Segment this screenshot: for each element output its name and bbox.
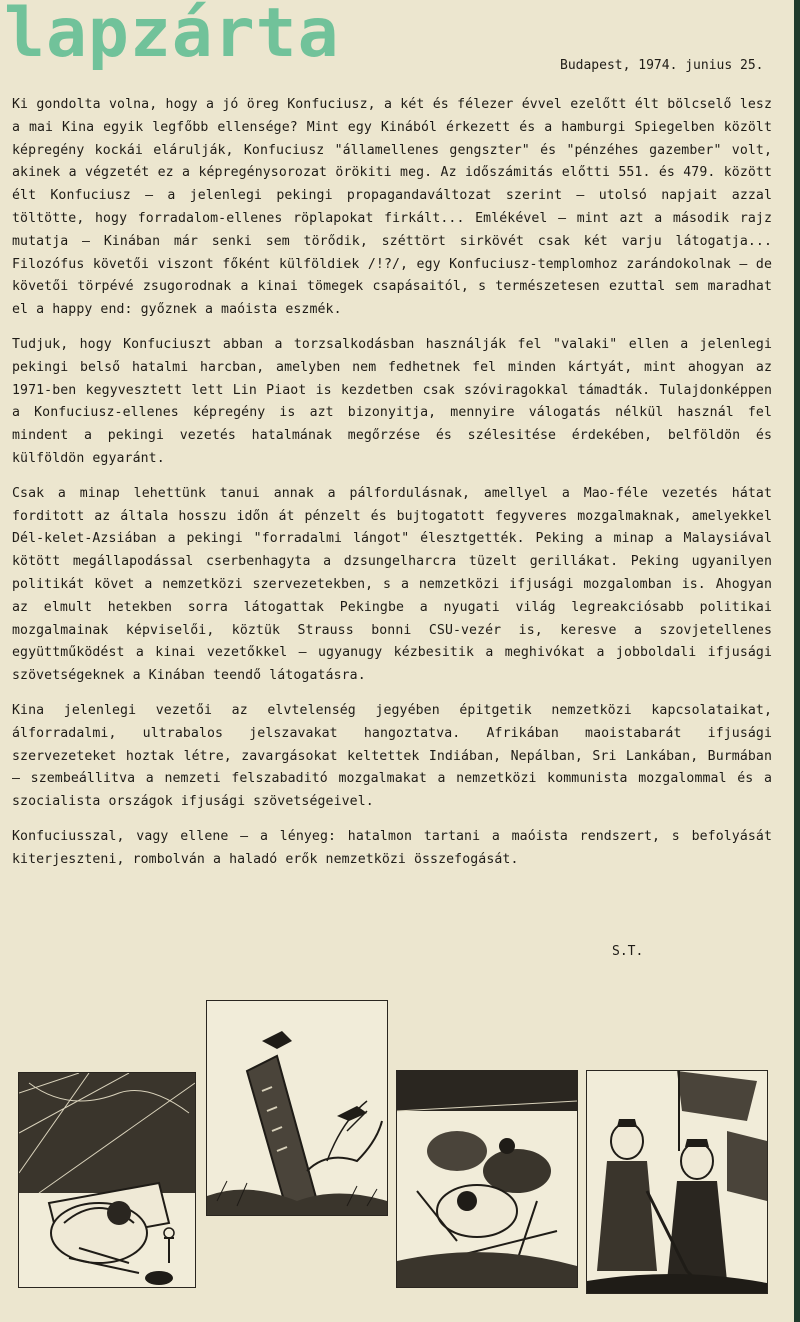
dateline: Budapest, 1974. junius 25. [560, 58, 764, 73]
gravestone-crows-drawing [206, 1000, 388, 1216]
article-paragraph: Ki gondolta volna, hogy a jó öreg Konfuciusz, a két és félezer évvel ezelőtt élt bölcselő lesz a mai Kina egyik legfőbb ellensége? Mint egy Kinából érkezett és a hamburgi Spiegelben közölt képregény kockái elárulják, Konfuciusz "államellenes gengszter" és "pénzéhes gazember" volt, akinek a végzetét ez a képregénysorozat örökiti meg. Az időszámitás előtti 551. és 479. között élt Konfuciusz – a jelenlegi pekingi propagandaváltozat szerint – utolsó napjait azzal töltötte, hogy forradalom-ellenes röplapokat firkált... Emlékével – mint azt a második rajz mutatja – Kinában már senki sem törődik, széttört sirkövét csak két varju látogatja... Filozófus követői viszont főként külföldiek /!?/, egy Konfuciusz-templomhoz zarándokolnak – de követői törpévé zsugorodnak a kinai tömegek csapásaitól, s természetesen ezuttal sem maradhat el a happy end: győznek a maóista eszmék. [12, 97, 772, 318]
victorious-masses-icon [587, 1071, 767, 1293]
page-edge [794, 0, 800, 1322]
broken-gravestone-icon [207, 1001, 387, 1215]
confucius-writing-icon [19, 1073, 195, 1287]
masthead-title: lapzárta [4, 0, 340, 73]
article-paragraph: Kina jelenlegi vezetői az elvtelenség jegyében épitgetik nemzetközi kapcsolataikat, álforradalmi, ultrabalos jelszavakat hangoztatva. Afrikában maoistabarát ifjusági szervezeteket hoztak létre, zavargásokat keltettek Indiában, Nepálban, Sri Lankában, Burmában – szembeállitva a nemzeti felszabaditó mozgalmakat a nemzetközi kommunista mozgalommal és a szocialista országok ifjusági szövetségeivel. [12, 702, 772, 810]
article-body [12, 94, 772, 884]
masses-drawing [586, 1070, 768, 1294]
followers-drawing [396, 1070, 578, 1288]
article-paragraph: Konfuciusszal, vagy ellene – a lényeg: hatalmon tartani a maóista rendszert, s befolyását kiterjeszteni, rombolván a haladó erők nemzetközi összefogását. [12, 828, 772, 867]
article-paragraph: Tudjuk, hogy Konfuciuszt abban a torzsalkodásban használják fel "valaki" ellen a jelenlegi pekingi belső hatalmi harcban, amelyben nem fedhetnek fel minden kártyát, mint ahogyan az 1971-ben kegyvesztett lett Lin Piaot is kezdetben csak szóviragokkal támadták. Tulajdonképpen a Konfuciusz-ellenes képregény is azt bizonyitja, mennyire válogatás nélkül használ fel mindent a pekingi vezetés hatalmának megőrzése és szélesitése érdekében, belföldön és külföldön egyaránt. [12, 336, 772, 466]
followers-temple-icon [397, 1071, 577, 1287]
article-paragraph: Csak a minap lehettünk tanui annak a pálfordulásnak, amellyel a Mao-féle vezetés hátat forditott az általa hosszu időn át pénzelt és bujtogatott fegyveres mozgalmaknak, amelyekkel Dél-kelet-Azsiában a pekingi "forradalmi lángot" élesztgették. Peking a minap a Malaysiával kötött megállapodással cserbenhagyta a dzsungelharcra tüzelt gerillákat. Peking ugyanilyen politikát követ a nemzetközi szervezetekben, s a nemzetközi ifjusági mozgalomban is. Ahogyan az elmult hetekben sorra látogattak Pekingbe a nyugati világ legreakciósabb politikai mozgalmainak képviselői, köztük Strauss bonni CSU-vezér is, keresve a szovjetellenes együttműködést a kinai vezetőkkel – ugyanugy kézbesitik a meghivókat a jobboldali ifjusági szövetségeknek a Kinában teendő látogatásra. [12, 485, 772, 684]
confucius-writing-drawing [18, 1072, 196, 1288]
author-signature: S.T. [612, 944, 644, 959]
